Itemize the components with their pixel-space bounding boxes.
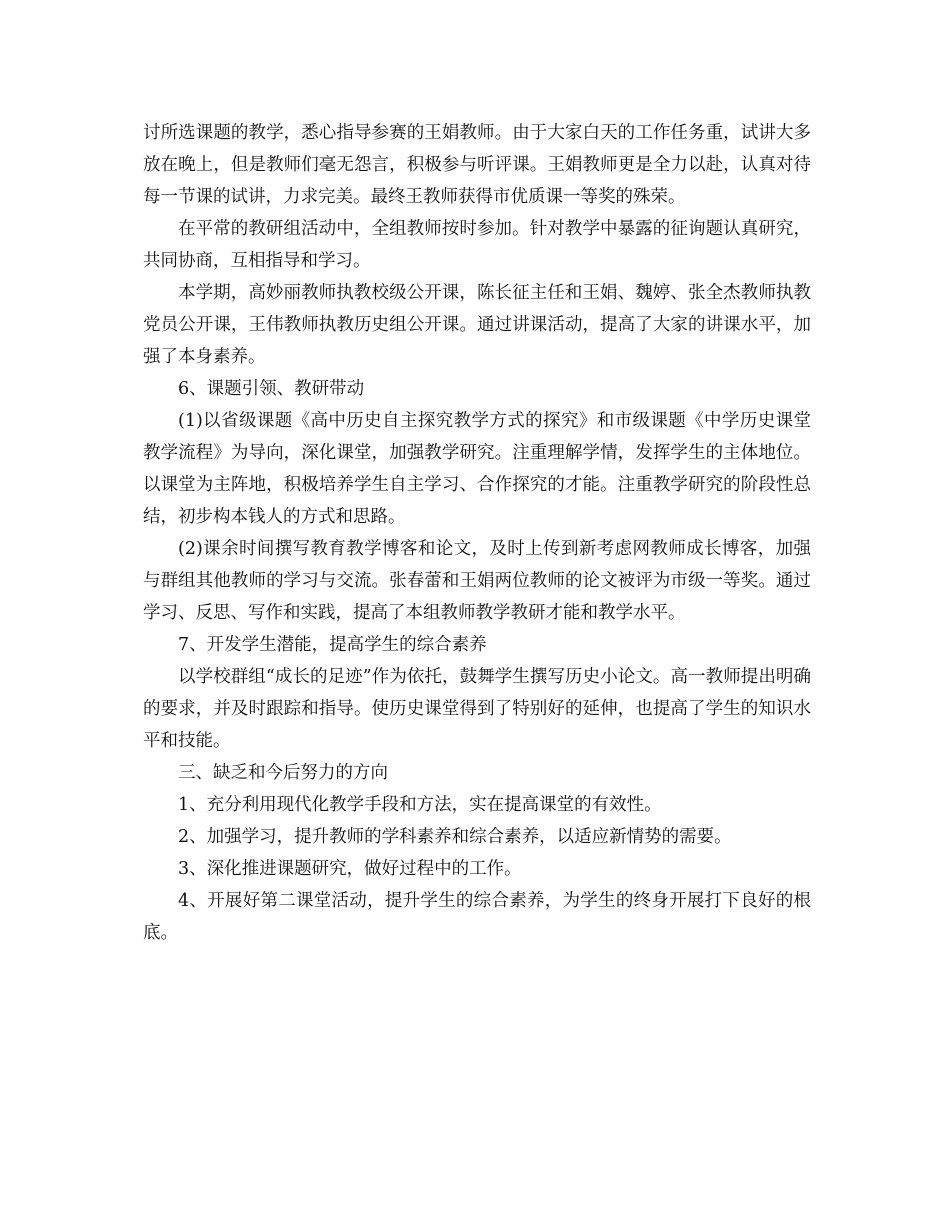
paragraph-4: (1)以省级课题《高中历史自主探究教学方式的探究》和市级课题《中学历史课堂教学流程》为导向，深化课堂，加强教学研究。注重理解学情，发挥学生的主体地位。以课堂为主阵地，积极培养学生自主学习、合作探究的才能。注重教学研究的阶段性总结，初步构本钱人的方式和思路。 xyxy=(143,411,811,527)
list-item-4: 4、开展好第二课堂活动，提升学生的综合素养，为学生的终身开展打下良好的根底。 xyxy=(143,891,811,943)
section-heading-3: 三、缺乏和今后努力的方向 xyxy=(178,763,388,783)
paragraph-5: (2)课余时间撰写教育教学博客和论文，及时上传到新考虑网教师成长博客，加强与群组其他教师的学习与交流。张春蕾和王娟两位教师的论文被评为市级一等奖。通过学习、反思、写作和实践，提高了本组教师教学教研才能和教学水平。 xyxy=(143,539,811,623)
section-heading-6: 6、课题引领、教研带动 xyxy=(178,379,365,399)
paragraph-1: 讨所选课题的教学，悉心指导参赛的王娟教师。由于大家白天的工作任务重，试讲大多放在晚上，但是教师们毫无怨言，积极参与听评课。王娟教师更是全力以赴，认真对待每一节课的试讲，力求完美。最终王教师获得市优质课一等奖的殊荣。 xyxy=(143,123,811,207)
paragraph-3: 本学期，高妙丽教师执教校级公开课，陈长征主任和王娟、魏婷、张全杰教师执教党员公开课，王伟教师执教历史组公开课。通过讲课活动，提高了大家的讲课水平，加强了本身素养。 xyxy=(143,283,811,367)
list-item-1: 1、充分利用现代化教学手段和方法，实在提高课堂的有效性。 xyxy=(178,795,662,815)
list-item-2: 2、加强学习，提升教师的学科素养和综合素养，以适应新情势的需要。 xyxy=(178,827,732,847)
paragraph-2: 在平常的教研组活动中，全组教师按时参加。针对教学中暴露的征询题认真研究，共同协商，互相指导和学习。 xyxy=(143,219,811,271)
document-body xyxy=(143,117,811,949)
paragraph-6: 以学校群组“成长的足迹”作为依托，鼓舞学生撰写历史小论文。高一教师提出明确的要求，并及时跟踪和指导。使历史课堂得到了特别好的延伸，也提高了学生的知识水平和技能。 xyxy=(143,667,811,751)
list-item-3: 3、深化推进课题研究，做好过程中的工作。 xyxy=(178,859,522,879)
section-heading-7: 7、开发学生潜能，提高学生的综合素养 xyxy=(178,635,487,655)
